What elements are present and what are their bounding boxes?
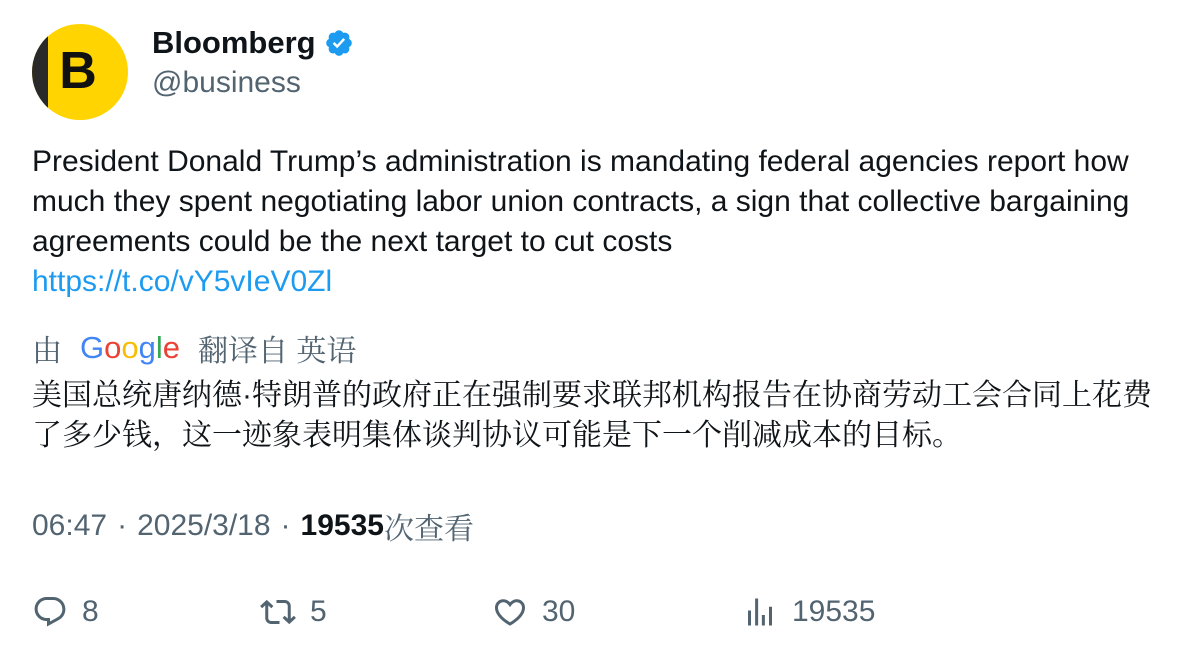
verified-badge-icon — [324, 28, 354, 58]
avatar-letter: B — [48, 41, 108, 101]
avatar[interactable] — [32, 24, 128, 120]
retweet-button[interactable] — [260, 590, 327, 634]
views-button[interactable] — [742, 590, 875, 634]
translation-suffix[interactable]: 翻译自 英语 — [198, 335, 357, 368]
reply-icon — [32, 594, 68, 630]
tweet-link[interactable]: https://t.co/vY5vIeV0Zl — [32, 265, 333, 298]
reply-count: 8 — [82, 595, 99, 628]
translation-prefix: 由 — [32, 335, 62, 368]
avatar-shade — [32, 24, 48, 120]
meta-separator: · — [117, 509, 128, 542]
retweet-count: 5 — [310, 595, 327, 628]
action-bar — [32, 590, 1172, 634]
meta-separator: · — [280, 509, 291, 542]
account-names — [152, 26, 354, 100]
translated-text: 美国总统唐纳德·特朗普的政府正在强制要求联邦机构报告在协商劳动工会合同上花费了多少钱，这一迹象表明集体谈判协议可能是下一个削减成本的目标。 — [32, 379, 1152, 452]
account-handle[interactable]: @business — [152, 66, 301, 99]
views-count: 19535 — [300, 509, 384, 542]
tweet-date[interactable]: 2025/3/18 — [137, 509, 271, 542]
display-name[interactable]: Bloomberg — [152, 25, 316, 60]
tweet-text — [32, 142, 1172, 302]
views-action-count: 19535 — [792, 595, 876, 628]
name-row — [152, 26, 354, 60]
tweet-meta — [32, 504, 474, 548]
tweet-time[interactable]: 06:47 — [32, 509, 108, 542]
heart-icon — [492, 594, 528, 630]
tweet-body: President Donald Trump’s administration is mandating federal agencies report how much they spent negotiating labor union contracts, a sign that collective bargaining agreements could be the next target to cut costs — [32, 145, 1130, 258]
reply-button[interactable] — [32, 590, 99, 634]
translation-attribution — [32, 328, 356, 368]
retweet-icon — [260, 594, 296, 630]
views-label: 次查看 — [383, 513, 474, 546]
like-button[interactable] — [492, 590, 575, 634]
like-count: 30 — [542, 595, 576, 628]
tweet-header — [32, 24, 354, 120]
views-chart-icon — [742, 594, 778, 630]
google-logo-icon: Google — [80, 330, 181, 365]
